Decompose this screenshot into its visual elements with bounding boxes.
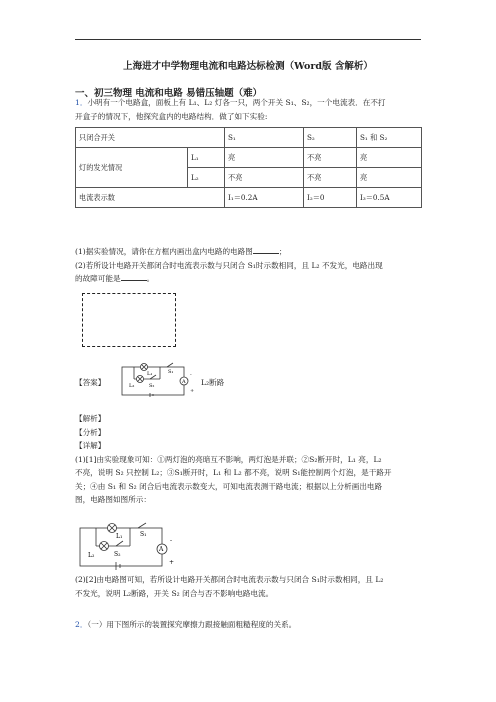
detail1-line4: 图，电路图如图所示： xyxy=(75,495,151,504)
table-cell: 亮 xyxy=(357,148,422,168)
table-row-label: 电流表示数 xyxy=(76,188,225,208)
q1-part2-line1: (2)若所设计电路开关都闭合时电流表示数与只闭合 S₁时示数相同，且 L₂ 不发光，电路出现 xyxy=(75,260,383,270)
circuit-label-minus: - xyxy=(190,372,192,378)
q1-number: 1． xyxy=(75,98,88,107)
detail1-line1: (1)[1]由实验现象可知：①两灯泡的亮暗互不影响，两灯泡是并联；②S₂断开时，L₁ 亮，L₂ xyxy=(75,454,382,464)
answer-blank xyxy=(121,272,147,281)
q1-stem-line1: 小明有一个电路盒，面板上有 L₁、L₂ 灯各一只，两个开关 S₁、S₂，一个电流表．在不打 xyxy=(87,98,386,107)
q1-part2-line2: 的故障可能是 xyxy=(75,274,121,283)
fenxi-label: 【分析】 xyxy=(75,427,106,437)
table-header-cell: 只闭合开关 xyxy=(76,128,225,148)
analysis-block xyxy=(75,412,425,507)
section-heading: 一、初三物理 电流和电路 易错压轴题（难） xyxy=(75,88,263,99)
circuit-label-l2: L₂ xyxy=(129,383,135,389)
q1-part1-end: ； xyxy=(278,247,287,256)
experiment-table xyxy=(75,127,422,208)
top-rule xyxy=(75,39,421,40)
table-cell: L₂ xyxy=(188,168,225,188)
answer-label: 【答案】 xyxy=(75,378,106,387)
q1-part1: (1)据实验情况，请你在方框内画出盒内电路的电路图 xyxy=(75,247,253,256)
q2-stem-text: （一）用下图所示的装置探究摩擦力跟接触面粗糙程度的关系。 xyxy=(87,620,297,629)
circuit-label-l1: L₁ xyxy=(116,533,123,540)
analysis-label: 【解析】 xyxy=(75,414,106,423)
detail-circuit-diagram xyxy=(76,520,186,570)
q1-part2-end: 。 xyxy=(146,274,155,283)
table-header-cell: S₂ xyxy=(304,128,357,148)
drawing-box xyxy=(82,293,176,347)
answer-text: L₂断路 xyxy=(201,378,225,387)
q1-parts xyxy=(75,245,425,286)
circuit-label-l1: L₁ xyxy=(147,371,153,377)
table-header-cell: S₁ xyxy=(225,128,304,148)
circuit-label-ammeter: A xyxy=(182,379,186,385)
circuit-label-s2: S₂ xyxy=(149,383,155,389)
detail2-block xyxy=(75,573,425,600)
detail1-line3: 关；④由 S₁ 和 S₂ 闭合后电流表示数变大，可知电流表测干路电流；根据以上分析画出电路 xyxy=(75,481,383,491)
circuit-label-ammeter: A xyxy=(159,546,164,553)
detail1-line2: 不亮，说明 S₂ 只控制 L₂；③S₁断开时，L₁ 和 L₂ 都不亮，说明 S₁能控制两个灯泡，是干路开 xyxy=(75,468,392,477)
q2-number: 2． xyxy=(75,620,88,629)
circuit-label-s1: S₁ xyxy=(168,369,174,375)
table-cell: I₂＝0 xyxy=(304,188,357,208)
detail-label: 【详解】 xyxy=(75,441,106,450)
table-header-cell: S₁ 和 S₂ xyxy=(357,128,422,148)
detail2-line1: (2)[2]由电路图可知，若所设计电路开关都闭合时电流表示数与只闭合 S₁时示数相同，且 L₂ xyxy=(75,575,384,584)
table-cell: 不亮 xyxy=(304,148,357,168)
circuit-label-l2: L₂ xyxy=(88,552,95,559)
answer-circuit-diagram xyxy=(120,362,202,398)
table-cell: 不亮 xyxy=(304,168,357,188)
answer-blank xyxy=(253,245,279,254)
table-cell: 亮 xyxy=(225,148,304,168)
circuit-label-s2: S₂ xyxy=(114,551,121,558)
table-cell: L₁ xyxy=(188,148,225,168)
table-cell: 亮 xyxy=(357,168,422,188)
circuit-label-plus: + xyxy=(169,559,175,566)
q1-stem-line2: 开盒子的情况下，他探究盒内的电路结构．做了如下实验: xyxy=(75,111,268,121)
circuit-label-plus: + xyxy=(190,388,195,394)
table-row-label: 灯的发光情况 xyxy=(76,148,188,188)
table-cell: 不亮 xyxy=(225,168,304,188)
q1-stem xyxy=(75,96,425,123)
circuit-label-minus: - xyxy=(170,537,173,544)
table-cell: I₁＝0.2A xyxy=(225,188,304,208)
q2-stem xyxy=(75,618,425,632)
page-title: 上海进才中学物理电流和电路达标检测（Word版 含解析） xyxy=(123,61,373,72)
detail2-line2: 不发光，说明 L₂断路，开关 S₂ 闭合与否不影响电路电流。 xyxy=(75,588,274,598)
table-cell: I₃＝0.5A xyxy=(357,188,422,208)
circuit-label-s1: S₁ xyxy=(140,531,147,538)
